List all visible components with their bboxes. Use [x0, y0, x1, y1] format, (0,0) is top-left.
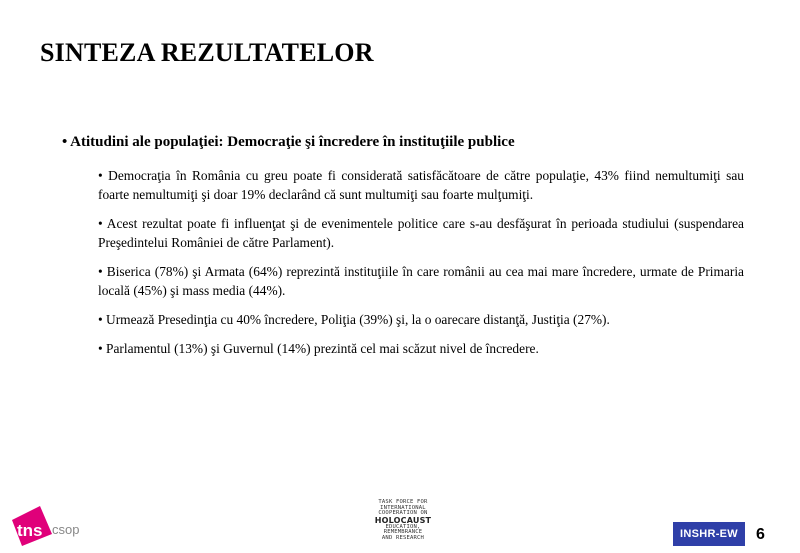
tf-line: COOPERATION ON: [378, 510, 428, 517]
tf-line: TASK FORCE FOR: [378, 499, 428, 505]
slide-title: SINTEZA REZULTATELOR: [40, 38, 374, 67]
page-number: 6: [756, 526, 765, 543]
tf-line: INTERNATIONAL: [380, 504, 426, 511]
bullet-list: [98, 166, 744, 368]
tf-line: EDUCATION,: [385, 523, 421, 530]
inshr-ew-badge: INSHR-EW: [673, 522, 745, 546]
task-force-logo: [374, 500, 432, 546]
tf-line: AND RESEARCH: [381, 534, 425, 541]
tns-csop-logo: [8, 504, 88, 548]
bullet-item: • Democraţia în România cu greu poate fi considerată satisfăcătoare de către populaţie, 43% fiind nemultumiţi sau foarte nemultumiţi şi doar 19% declarând că sunt multumiţi sau foarte mulţumiţi.: [98, 168, 744, 202]
tf-line: HOLOCAUST: [374, 515, 432, 525]
section-heading: • Atitudini ale populaţiei: Democraţie şi încredere în instituţiile publice: [62, 134, 515, 150]
tf-line: REMEMBRANCE: [383, 529, 423, 536]
bullet-item: • Urmează Presedinţia cu 40% încredere, Poliţia (39%) şi, la o oarecare distanţă, Justiţia (27%).: [98, 312, 610, 327]
bullet-item: • Acest rezultat poate fi influenţat şi de evenimentele politice care s-au desfăşurat în perioada studiului (suspendarea Preşedintelui României de către Parlament).: [98, 216, 744, 250]
tns-mark: tns: [17, 521, 43, 540]
bullet-item: • Parlamentul (13%) şi Guvernul (14%) prezintă cel mai scăzut nivel de încredere.: [98, 341, 539, 356]
csop-text: csop: [52, 522, 80, 537]
bullet-item: • Biserica (78%) şi Armata (64%) reprezintă instituţiile în care românii au cea mai mare încredere, urmate de Primaria locală (45%) şi mass media (44%).: [98, 264, 744, 298]
